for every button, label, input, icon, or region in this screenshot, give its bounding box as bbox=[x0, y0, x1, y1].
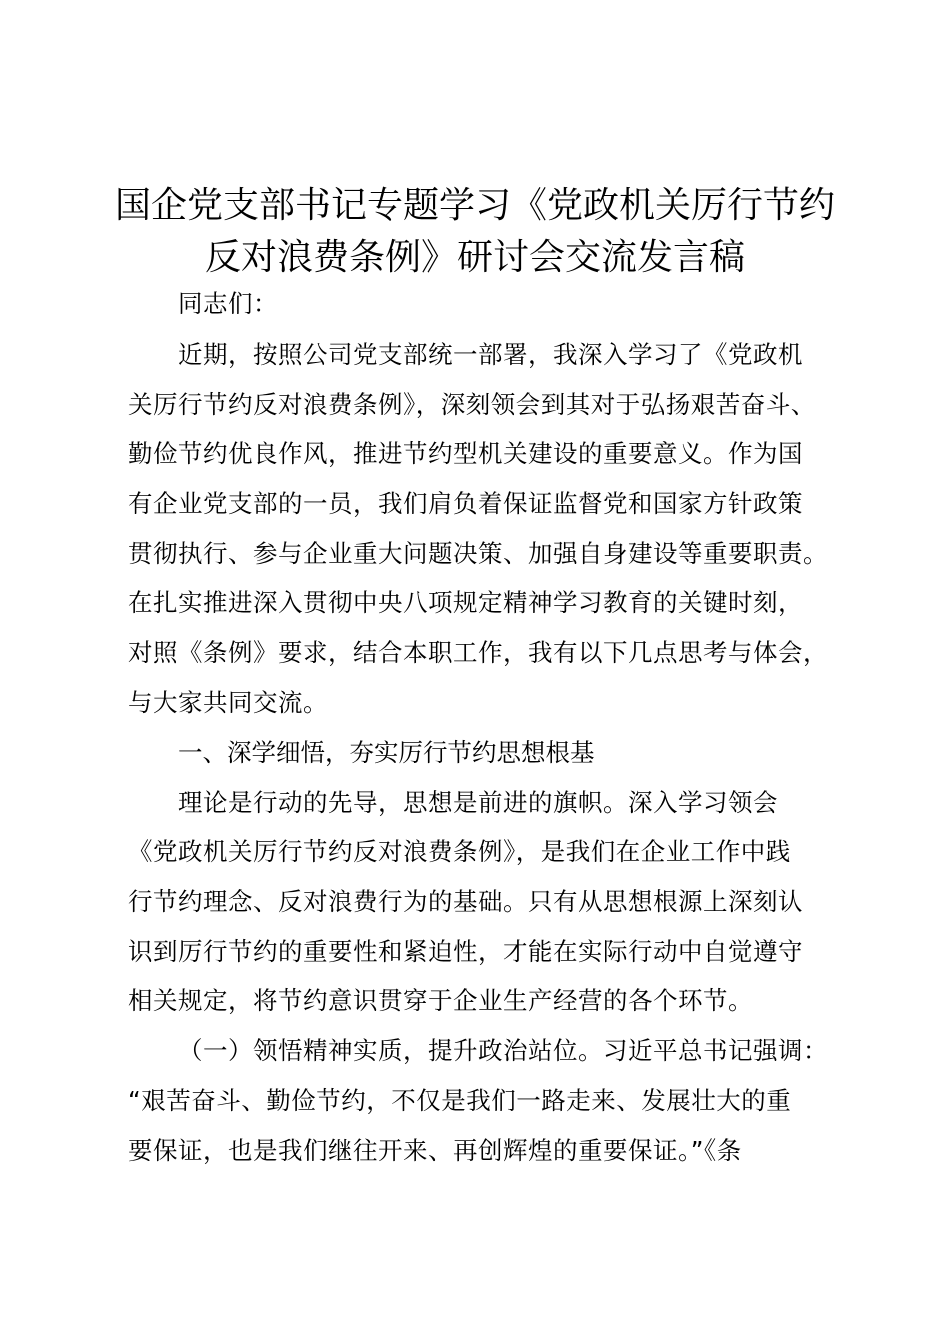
paragraph-line: 勤俭节约优良作风，推进节约型机关建设的重要意义。作为国 bbox=[128, 439, 803, 468]
section-heading: 一、深学细悟，夯实厉行节约思想根基 bbox=[178, 738, 595, 767]
salutation: 同志们： bbox=[178, 289, 278, 318]
paragraph-line: “艰苦奋斗、勤俭节约，不仅是我们一路走来、发展壮大的重 bbox=[128, 1086, 792, 1115]
paragraph-line: 识到厉行节约的重要性和紧迫性，才能在实际行动中自觉遵守 bbox=[128, 937, 803, 966]
paragraph-line: 要保证，也是我们继往开来、再创辉煌的重要保证。”《条 bbox=[128, 1136, 742, 1165]
paragraph-line: 对照《条例》要求，结合本职工作，我有以下几点思考与体会， bbox=[128, 638, 828, 667]
paragraph-line: 理论是行动的先导，思想是前进的旗帜。深入学习领会 bbox=[178, 788, 778, 817]
paragraph-line: 关厉行节约反对浪费条例》，深刻领会到其对于弘扬艰苦奋斗、 bbox=[128, 390, 816, 419]
document-title-line-2: 反对浪费条例》研讨会交流发言稿 bbox=[204, 237, 745, 278]
paragraph-line: 有企业党支部的一员，我们肩负着保证监督党和国家方针政策 bbox=[128, 489, 803, 518]
paragraph-line: 在扎实推进深入贯彻中央八项规定精神学习教育的关键时刻， bbox=[128, 588, 803, 617]
paragraph-line: （一）领悟精神实质，提升政治站位。习近平总书记强调： bbox=[178, 1036, 828, 1065]
paragraph-line: 与大家共同交流。 bbox=[128, 688, 328, 717]
paragraph-line: 近期，按照公司党支部统一部署，我深入学习了《党政机 bbox=[178, 340, 803, 369]
paragraph-line: 《党政机关厉行节约反对浪费条例》，是我们在企业工作中践 bbox=[128, 837, 791, 866]
paragraph-line: 行节约理念、反对浪费行为的基础。只有从思想根源上深刻认 bbox=[128, 887, 803, 916]
document-title-line-1: 国企党支部书记专题学习《党政机关厉行节约 bbox=[114, 185, 835, 226]
paragraph-line: 贯彻执行、参与企业重大问题决策、加强自身建设等重要职责。 bbox=[128, 539, 828, 568]
paragraph-line: 相关规定，将节约意识贯穿于企业生产经营的各个环节。 bbox=[128, 986, 753, 1015]
